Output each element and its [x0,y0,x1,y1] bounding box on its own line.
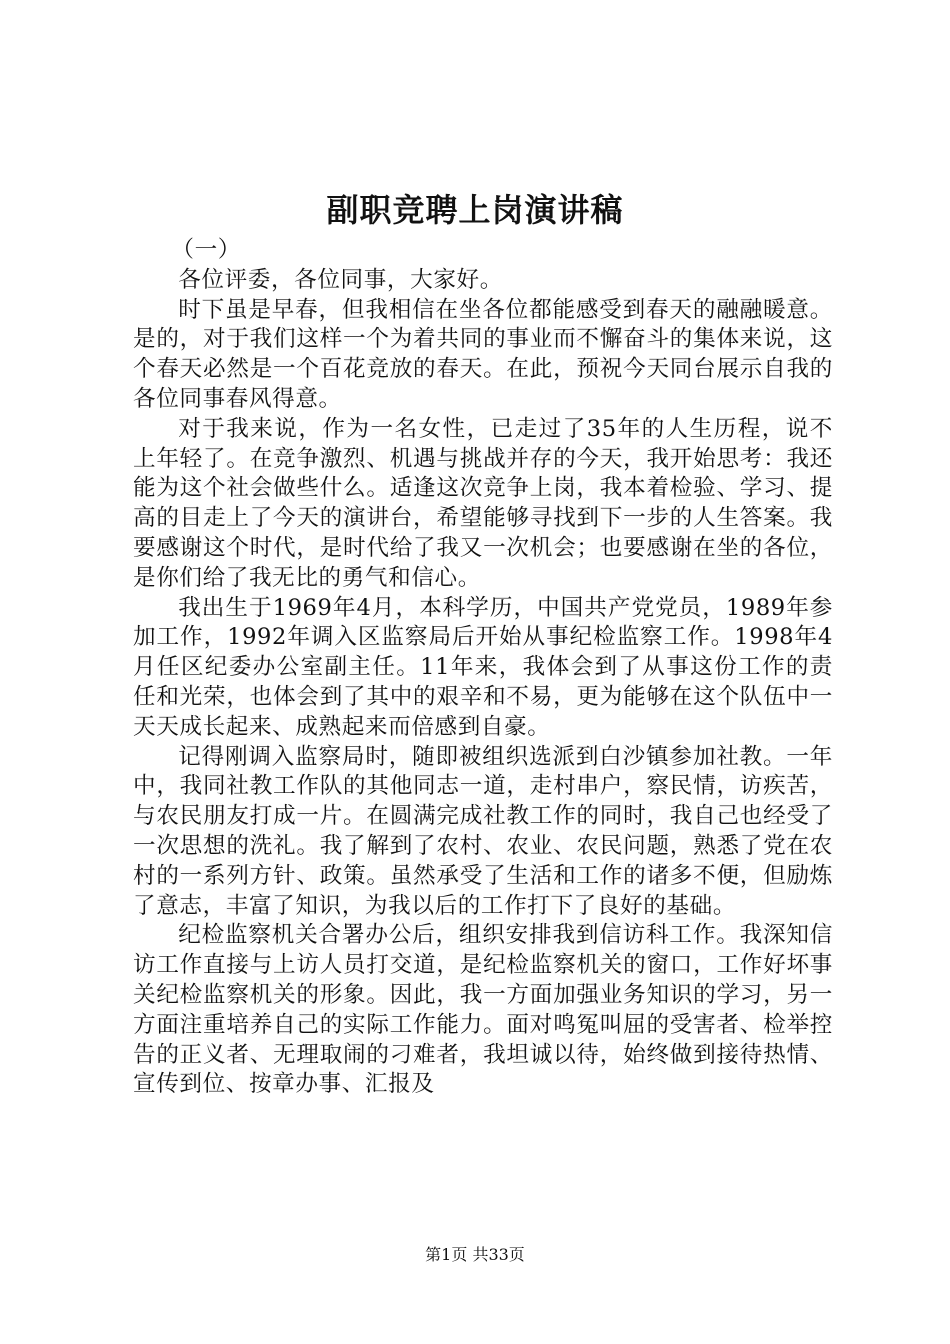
paragraph-self-reflection: 对于我来说，作为一名女性，已走过了35年的人生历程，说不上年轻了。在竞争激烈、机遇与挑战并存的今天，我开始思考：我还能为这个社会做些什么。适逢这次竞争上岗，我本着检验、学习、提高的目走上了今天的演讲台，希望能够寻找到下一步的人生答案。我要感谢这个时代，是时代给了我又一次机会；也要感谢在坐的各位，是你们给了我无比的勇气和信心。 [133,415,833,591]
document-title: 副职竞聘上岗演讲稿 [326,191,624,229]
paragraph-background: 我出生于1969年4月，本科学历，中国共产党党员，1989年参加工作，1992年调入区监察局后开始从事纪检监察工作。1998年4月任区纪委办公室副主任。11年来，我体会到了从事这份工作的责任和光荣，也体会到了其中的艰辛和不易，更为能够在这个队伍中一天天成长起来、成熟起来而倍感到自豪。 [133,594,833,740]
paragraph-petition-work: 纪检监察机关合署办公后，组织安排我到信访科工作。我深知信访工作直接与上访人员打交道，是纪检监察机关的窗口，工作好坏事关纪检监察机关的形象。因此，我一方面加强业务知识的学习，另一方面注重培养自己的实际工作能力。面对鸣冤叫屈的受害者、检举控告的正义者、无理取闹的刁难者，我坦诚以待，始终做到接待热情、宣传到位、按章办事、汇报及 [133,922,833,1098]
section-marker: （一） [171,237,241,263]
paragraph-greeting: 各位评委，各位同事，大家好。 [178,266,503,293]
paragraph-spring: 时下虽是早春，但我相信在坐各位都能感受到春天的融融暖意。是的，对于我们这样一个为着共同的事业而不懈奋斗的集体来说，这个春天必然是一个百花竞放的春天。在此，预祝今天同台展示自我的各位同事春风得意。 [133,296,833,412]
page-footer: 第1页 共33页 [425,1245,525,1264]
document-body [133,236,833,1100]
paragraph-social-education: 记得刚调入监察局时，随即被组织选派到白沙镇参加社教。一年中，我同社教工作队的其他同志一道，走村串户，察民情，访疾苦，与农民朋友打成一片。在圆满完成社教工作的同时，我自己也经受了一次思想的洗礼。我了解到了农村、农业、农民问题，熟悉了党在农村的一系列方针、政策。虽然承受了生活和工作的诸多不便，但励炼了意志，丰富了知识，为我以后的工作打下了良好的基础。 [133,743,833,919]
